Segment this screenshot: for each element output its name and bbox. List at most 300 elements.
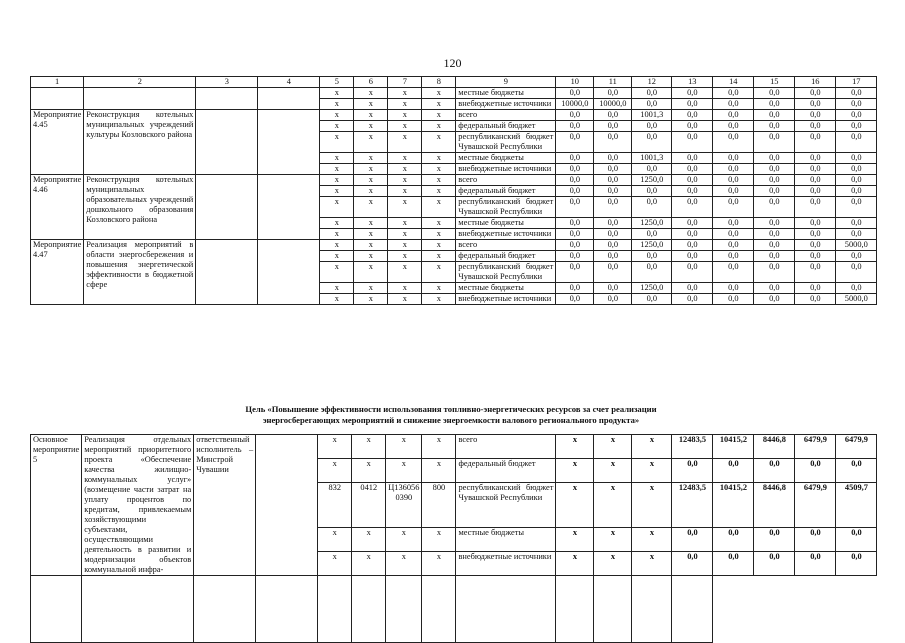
source-cell: всего (456, 240, 556, 251)
value-cell: x (556, 528, 594, 552)
code-cell: x (320, 175, 354, 186)
value-cell: 0,0 (632, 262, 672, 283)
code-cell: x (386, 458, 422, 482)
table-row (31, 110, 877, 121)
value-cell: 1001,3 (632, 110, 672, 121)
code-cell: x (422, 110, 456, 121)
value-cell: 0,0 (556, 132, 594, 153)
code-cell: x (386, 528, 422, 552)
column-number: 4 (258, 77, 320, 88)
column-number: 8 (422, 77, 456, 88)
source-cell: местные бюджеты (456, 153, 556, 164)
filler-cell (632, 576, 672, 643)
code-cell: x (320, 251, 354, 262)
value-cell: 0,0 (632, 186, 672, 197)
code-cell: x (320, 218, 354, 229)
value-cell: 0,0 (713, 251, 754, 262)
value-cell: 0,0 (556, 110, 594, 121)
value-cell: 0,0 (672, 121, 713, 132)
value-cell: x (556, 458, 594, 482)
value-cell: x (632, 458, 672, 482)
code-cell: x (422, 251, 456, 262)
filler-cell (31, 576, 82, 643)
code-cell: x (386, 435, 422, 459)
value-cell: 0,0 (754, 458, 795, 482)
value-cell: 0,0 (713, 88, 754, 99)
value-cell: 0,0 (754, 110, 795, 121)
value-cell: 0,0 (836, 262, 877, 283)
value-cell: 0,0 (836, 186, 877, 197)
code-cell: x (354, 240, 388, 251)
column-number: 11 (594, 77, 632, 88)
value-cell: 0,0 (795, 240, 836, 251)
code-cell: x (354, 197, 388, 218)
value-cell: 0,0 (713, 218, 754, 229)
value-cell: 0,0 (556, 175, 594, 186)
budget-table-lower (30, 434, 877, 643)
source-cell: республиканский бюджет Чувашской Республики (456, 262, 556, 283)
column-number: 9 (456, 77, 556, 88)
value-cell: 5000,0 (836, 294, 877, 305)
value-cell: 0,0 (754, 229, 795, 240)
source-cell: местные бюджеты (456, 528, 556, 552)
value-cell: 0,0 (754, 132, 795, 153)
code-cell: x (320, 153, 354, 164)
value-cell: 0,0 (672, 99, 713, 110)
value-cell: 0,0 (632, 251, 672, 262)
code-cell: x (388, 294, 422, 305)
code-cell: x (422, 186, 456, 197)
value-cell: 0,0 (713, 262, 754, 283)
code-cell: x (352, 552, 386, 576)
value-cell: 0,0 (594, 251, 632, 262)
code-cell: x (388, 186, 422, 197)
main-measure-5-col4 (256, 435, 318, 576)
code-cell: Ц136056 0390 (386, 482, 422, 528)
code-cell: x (388, 197, 422, 218)
value-cell: 0,0 (713, 99, 754, 110)
value-cell: 0,0 (795, 110, 836, 121)
code-cell: x (388, 164, 422, 175)
value-cell: x (632, 482, 672, 528)
code-cell: x (422, 294, 456, 305)
value-cell: 0,0 (632, 197, 672, 218)
value-cell: 0,0 (836, 99, 877, 110)
value-cell: 8446,8 (754, 482, 795, 528)
value-cell: 0,0 (594, 88, 632, 99)
value-cell: 0,0 (556, 88, 594, 99)
value-cell: 1250,0 (632, 283, 672, 294)
code-cell: x (354, 251, 388, 262)
value-cell: 10415,2 (713, 435, 754, 459)
value-cell: 0,0 (795, 262, 836, 283)
value-cell: 1250,0 (632, 175, 672, 186)
value-cell: 0,0 (836, 153, 877, 164)
value-cell: 0,0 (672, 229, 713, 240)
value-cell: 0,0 (594, 164, 632, 175)
value-cell: 0,0 (594, 132, 632, 153)
code-cell: x (388, 262, 422, 283)
column-number: 10 (556, 77, 594, 88)
value-cell: 0,0 (556, 240, 594, 251)
value-cell: 0,0 (754, 121, 795, 132)
value-cell: 0,0 (836, 229, 877, 240)
value-cell: 0,0 (632, 229, 672, 240)
value-cell: 0,0 (795, 99, 836, 110)
value-cell: 0,0 (795, 218, 836, 229)
value-cell: 0,0 (556, 186, 594, 197)
code-cell: x (320, 197, 354, 218)
code-cell: x (354, 88, 388, 99)
value-cell: 0,0 (754, 88, 795, 99)
code-cell: x (388, 110, 422, 121)
value-cell: 0,0 (594, 186, 632, 197)
value-cell: 0,0 (754, 251, 795, 262)
value-cell: x (594, 552, 632, 576)
filler-cell (672, 576, 713, 643)
code-cell: x (320, 186, 354, 197)
filler-cell (256, 576, 318, 643)
value-cell: 0,0 (754, 175, 795, 186)
code-cell: x (388, 251, 422, 262)
value-cell: 0,0 (672, 88, 713, 99)
code-cell: x (422, 132, 456, 153)
value-cell: 0,0 (754, 262, 795, 283)
value-cell: 0,0 (754, 197, 795, 218)
value-cell: 12483,5 (672, 482, 713, 528)
code-cell: x (320, 294, 354, 305)
value-cell: 0,0 (713, 186, 754, 197)
value-cell: 8446,8 (754, 435, 795, 459)
code-cell: x (388, 240, 422, 251)
code-cell: x (354, 218, 388, 229)
value-cell: 6479,9 (795, 482, 836, 528)
code-cell: x (386, 552, 422, 576)
value-cell: 0,0 (632, 132, 672, 153)
measure-4-47-label: Мероприятие 4.47 (31, 240, 84, 305)
cont-label-cell (31, 88, 84, 110)
value-cell: 0,0 (836, 528, 877, 552)
value-cell: 0,0 (556, 251, 594, 262)
value-cell: 0,0 (836, 283, 877, 294)
table-row-filler (31, 576, 877, 643)
code-cell: x (352, 435, 386, 459)
value-cell: 0,0 (795, 121, 836, 132)
value-cell: 0,0 (594, 283, 632, 294)
value-cell: 0,0 (836, 218, 877, 229)
code-cell: x (422, 175, 456, 186)
value-cell: 0,0 (754, 283, 795, 294)
value-cell: 0,0 (795, 186, 836, 197)
main-measure-5-label: Основное мероприятие 5 (31, 435, 82, 576)
source-cell: федеральный бюджет (456, 186, 556, 197)
value-cell: 0,0 (672, 164, 713, 175)
code-cell: x (422, 153, 456, 164)
value-cell: 0,0 (672, 132, 713, 153)
measure-4-45-responsible (196, 110, 258, 175)
code-cell: 800 (422, 482, 456, 528)
value-cell: x (632, 552, 672, 576)
table-row (31, 88, 877, 99)
value-cell: 0,0 (672, 153, 713, 164)
column-number-row (31, 77, 877, 88)
value-cell: 0,0 (754, 99, 795, 110)
value-cell: 0,0 (713, 283, 754, 294)
code-cell: x (354, 283, 388, 294)
value-cell: 0,0 (795, 294, 836, 305)
value-cell: 0,0 (672, 197, 713, 218)
budget-table-upper (30, 76, 877, 305)
code-cell: x (422, 88, 456, 99)
code-cell: x (422, 458, 456, 482)
value-cell: x (594, 435, 632, 459)
value-cell: 0,0 (594, 262, 632, 283)
page-number: 120 (443, 56, 462, 70)
source-cell: всего (456, 110, 556, 121)
code-cell: x (422, 262, 456, 283)
value-cell: 0,0 (754, 164, 795, 175)
value-cell: 0,0 (754, 153, 795, 164)
value-cell: 0,0 (672, 294, 713, 305)
code-cell: x (318, 435, 352, 459)
value-cell: 0,0 (672, 251, 713, 262)
measure-4-45-description: Реконструкция котельных муниципальных учреждений культуры Козловского района (84, 110, 196, 175)
source-cell: внебюджетные источники (456, 229, 556, 240)
value-cell: 0,0 (754, 552, 795, 576)
value-cell: 0,0 (632, 121, 672, 132)
measure-4-46-responsible (196, 175, 258, 240)
value-cell: 0,0 (836, 121, 877, 132)
goal-line-1: Цель «Повышение эффективности использования топливно-энергетических ресурсов за счет реализации (245, 404, 657, 414)
measure-4-46-label: Мероприятие 4.46 (31, 175, 84, 240)
value-cell: 0,0 (795, 132, 836, 153)
value-cell: 0,0 (795, 552, 836, 576)
code-cell: x (422, 99, 456, 110)
value-cell: x (556, 482, 594, 528)
goal-line-2: энергосберегающих мероприятий и снижение энергоемкости валового регионального продукта» (262, 415, 640, 425)
value-cell: 1250,0 (632, 240, 672, 251)
value-cell: x (632, 435, 672, 459)
value-cell: 0,0 (632, 99, 672, 110)
value-cell: 0,0 (713, 197, 754, 218)
value-cell: 0,0 (754, 240, 795, 251)
column-number: 16 (795, 77, 836, 88)
source-cell: федеральный бюджет (456, 251, 556, 262)
value-cell: 0,0 (632, 164, 672, 175)
value-cell: 0,0 (795, 175, 836, 186)
code-cell: x (422, 528, 456, 552)
code-cell: x (388, 229, 422, 240)
value-cell: 6479,9 (836, 435, 877, 459)
value-cell: 0,0 (713, 121, 754, 132)
code-cell: x (388, 153, 422, 164)
column-number: 13 (672, 77, 713, 88)
value-cell: 0,0 (795, 283, 836, 294)
value-cell: 10000,0 (594, 99, 632, 110)
value-cell: 0,0 (836, 197, 877, 218)
measure-4-45-label: Мероприятие 4.45 (31, 110, 84, 175)
source-cell: местные бюджеты (456, 283, 556, 294)
measure-4-47-responsible (196, 240, 258, 305)
value-cell: 10000,0 (556, 99, 594, 110)
value-cell: 0,0 (795, 197, 836, 218)
filler-cell (594, 576, 632, 643)
code-cell: x (352, 458, 386, 482)
value-cell: 0,0 (713, 240, 754, 251)
filler-cell (456, 576, 556, 643)
value-cell: 0,0 (594, 153, 632, 164)
value-cell: 0,0 (795, 229, 836, 240)
code-cell: x (354, 99, 388, 110)
code-cell: x (422, 164, 456, 175)
value-cell: 0,0 (556, 262, 594, 283)
code-cell: x (320, 121, 354, 132)
value-cell: 0,0 (594, 218, 632, 229)
value-cell: 0,0 (672, 240, 713, 251)
measure-4-46-col4 (258, 175, 320, 240)
value-cell: 6479,9 (795, 435, 836, 459)
value-cell: 0,0 (594, 175, 632, 186)
cont-col4-cell (258, 88, 320, 110)
source-cell: всего (456, 175, 556, 186)
main-measure-5-description: Реализация отдельных мероприятий приоритетного проекта «Обеспечение качества жилищно-коммунальных услуг» (возмещение части затрат на уплату процентов по кредитам, привлекаемым хозяйствующими субъектами, осуществляющими деятельность в развитии и модернизации объектов коммунальной инфра- (82, 435, 194, 576)
code-cell: x (354, 229, 388, 240)
value-cell: 0,0 (836, 110, 877, 121)
code-cell: x (354, 110, 388, 121)
value-cell: 0,0 (594, 110, 632, 121)
code-cell: x (422, 218, 456, 229)
value-cell: 0,0 (836, 458, 877, 482)
value-cell: 0,0 (594, 294, 632, 305)
value-cell: 0,0 (836, 552, 877, 576)
value-cell: 0,0 (556, 229, 594, 240)
value-cell: 0,0 (672, 458, 713, 482)
code-cell: x (354, 121, 388, 132)
code-cell: x (354, 164, 388, 175)
measure-4-46-description: Реконструкция котельных муниципальных образовательных учреждений дошкольного образования Козловского района (84, 175, 196, 240)
table-row (31, 240, 877, 251)
filler-cell (556, 576, 594, 643)
column-number: 7 (388, 77, 422, 88)
value-cell: 0,0 (556, 283, 594, 294)
value-cell: 0,0 (795, 458, 836, 482)
value-cell: x (594, 482, 632, 528)
code-cell: x (388, 283, 422, 294)
value-cell: 0,0 (795, 251, 836, 262)
filler-cell (352, 576, 386, 643)
value-cell: 0,0 (795, 88, 836, 99)
value-cell: 0,0 (556, 197, 594, 218)
value-cell: 0,0 (713, 294, 754, 305)
code-cell: x (388, 88, 422, 99)
code-cell: x (388, 132, 422, 153)
value-cell: 0,0 (713, 552, 754, 576)
code-cell: x (320, 229, 354, 240)
value-cell: 1001,3 (632, 153, 672, 164)
code-cell: x (422, 435, 456, 459)
value-cell: 0,0 (754, 528, 795, 552)
value-cell: 0,0 (713, 229, 754, 240)
source-cell: местные бюджеты (456, 88, 556, 99)
value-cell: 0,0 (836, 88, 877, 99)
measure-4-45-col4 (258, 110, 320, 175)
source-cell: внебюджетные источники (456, 164, 556, 175)
code-cell: x (320, 283, 354, 294)
code-cell: x (320, 164, 354, 175)
code-cell: x (320, 99, 354, 110)
filler-cell (82, 576, 194, 643)
column-number: 5 (320, 77, 354, 88)
value-cell: 0,0 (795, 164, 836, 175)
value-cell: 0,0 (795, 153, 836, 164)
code-cell: x (354, 132, 388, 153)
value-cell: 0,0 (556, 218, 594, 229)
value-cell: 1250,0 (632, 218, 672, 229)
value-cell: x (556, 435, 594, 459)
cont-col3-cell (196, 88, 258, 110)
column-number: 12 (632, 77, 672, 88)
code-cell: 0412 (352, 482, 386, 528)
code-cell: x (388, 121, 422, 132)
value-cell: 0,0 (754, 218, 795, 229)
column-number: 17 (836, 77, 877, 88)
code-cell: x (422, 229, 456, 240)
code-cell: x (388, 99, 422, 110)
value-cell: 0,0 (713, 164, 754, 175)
filler-cell (386, 576, 422, 643)
code-cell: x (320, 88, 354, 99)
column-number: 14 (713, 77, 754, 88)
value-cell: 0,0 (672, 110, 713, 121)
column-number: 2 (84, 77, 196, 88)
value-cell: 0,0 (556, 153, 594, 164)
value-cell: 0,0 (836, 132, 877, 153)
main-measure-5-responsible: ответственный исполнитель – Минстрой Чувашии (194, 435, 256, 576)
code-cell: x (388, 218, 422, 229)
code-cell: x (354, 186, 388, 197)
table-row (31, 175, 877, 186)
value-cell: 0,0 (836, 251, 877, 262)
value-cell: 12483,5 (672, 435, 713, 459)
source-cell: республиканский бюджет Чувашской Республики (456, 482, 556, 528)
value-cell: 0,0 (713, 110, 754, 121)
column-number: 3 (196, 77, 258, 88)
value-cell: 0,0 (632, 88, 672, 99)
code-cell: x (422, 240, 456, 251)
table-row (31, 435, 877, 459)
code-cell: x (320, 240, 354, 251)
code-cell: x (354, 294, 388, 305)
value-cell: 10415,2 (713, 482, 754, 528)
code-cell: x (422, 283, 456, 294)
value-cell: 0,0 (594, 229, 632, 240)
value-cell: 0,0 (713, 153, 754, 164)
source-cell: республиканский бюджет Чувашской Республики (456, 197, 556, 218)
goal-heading (30, 404, 872, 426)
source-cell: внебюджетные источники (456, 99, 556, 110)
code-cell: x (320, 262, 354, 283)
value-cell: 0,0 (556, 294, 594, 305)
code-cell: x (354, 175, 388, 186)
source-cell: всего (456, 435, 556, 459)
code-cell: x (354, 262, 388, 283)
code-cell: x (354, 153, 388, 164)
column-number: 6 (354, 77, 388, 88)
value-cell: 0,0 (632, 294, 672, 305)
value-cell: 0,0 (713, 528, 754, 552)
filler-cell (422, 576, 456, 643)
value-cell: 0,0 (713, 175, 754, 186)
